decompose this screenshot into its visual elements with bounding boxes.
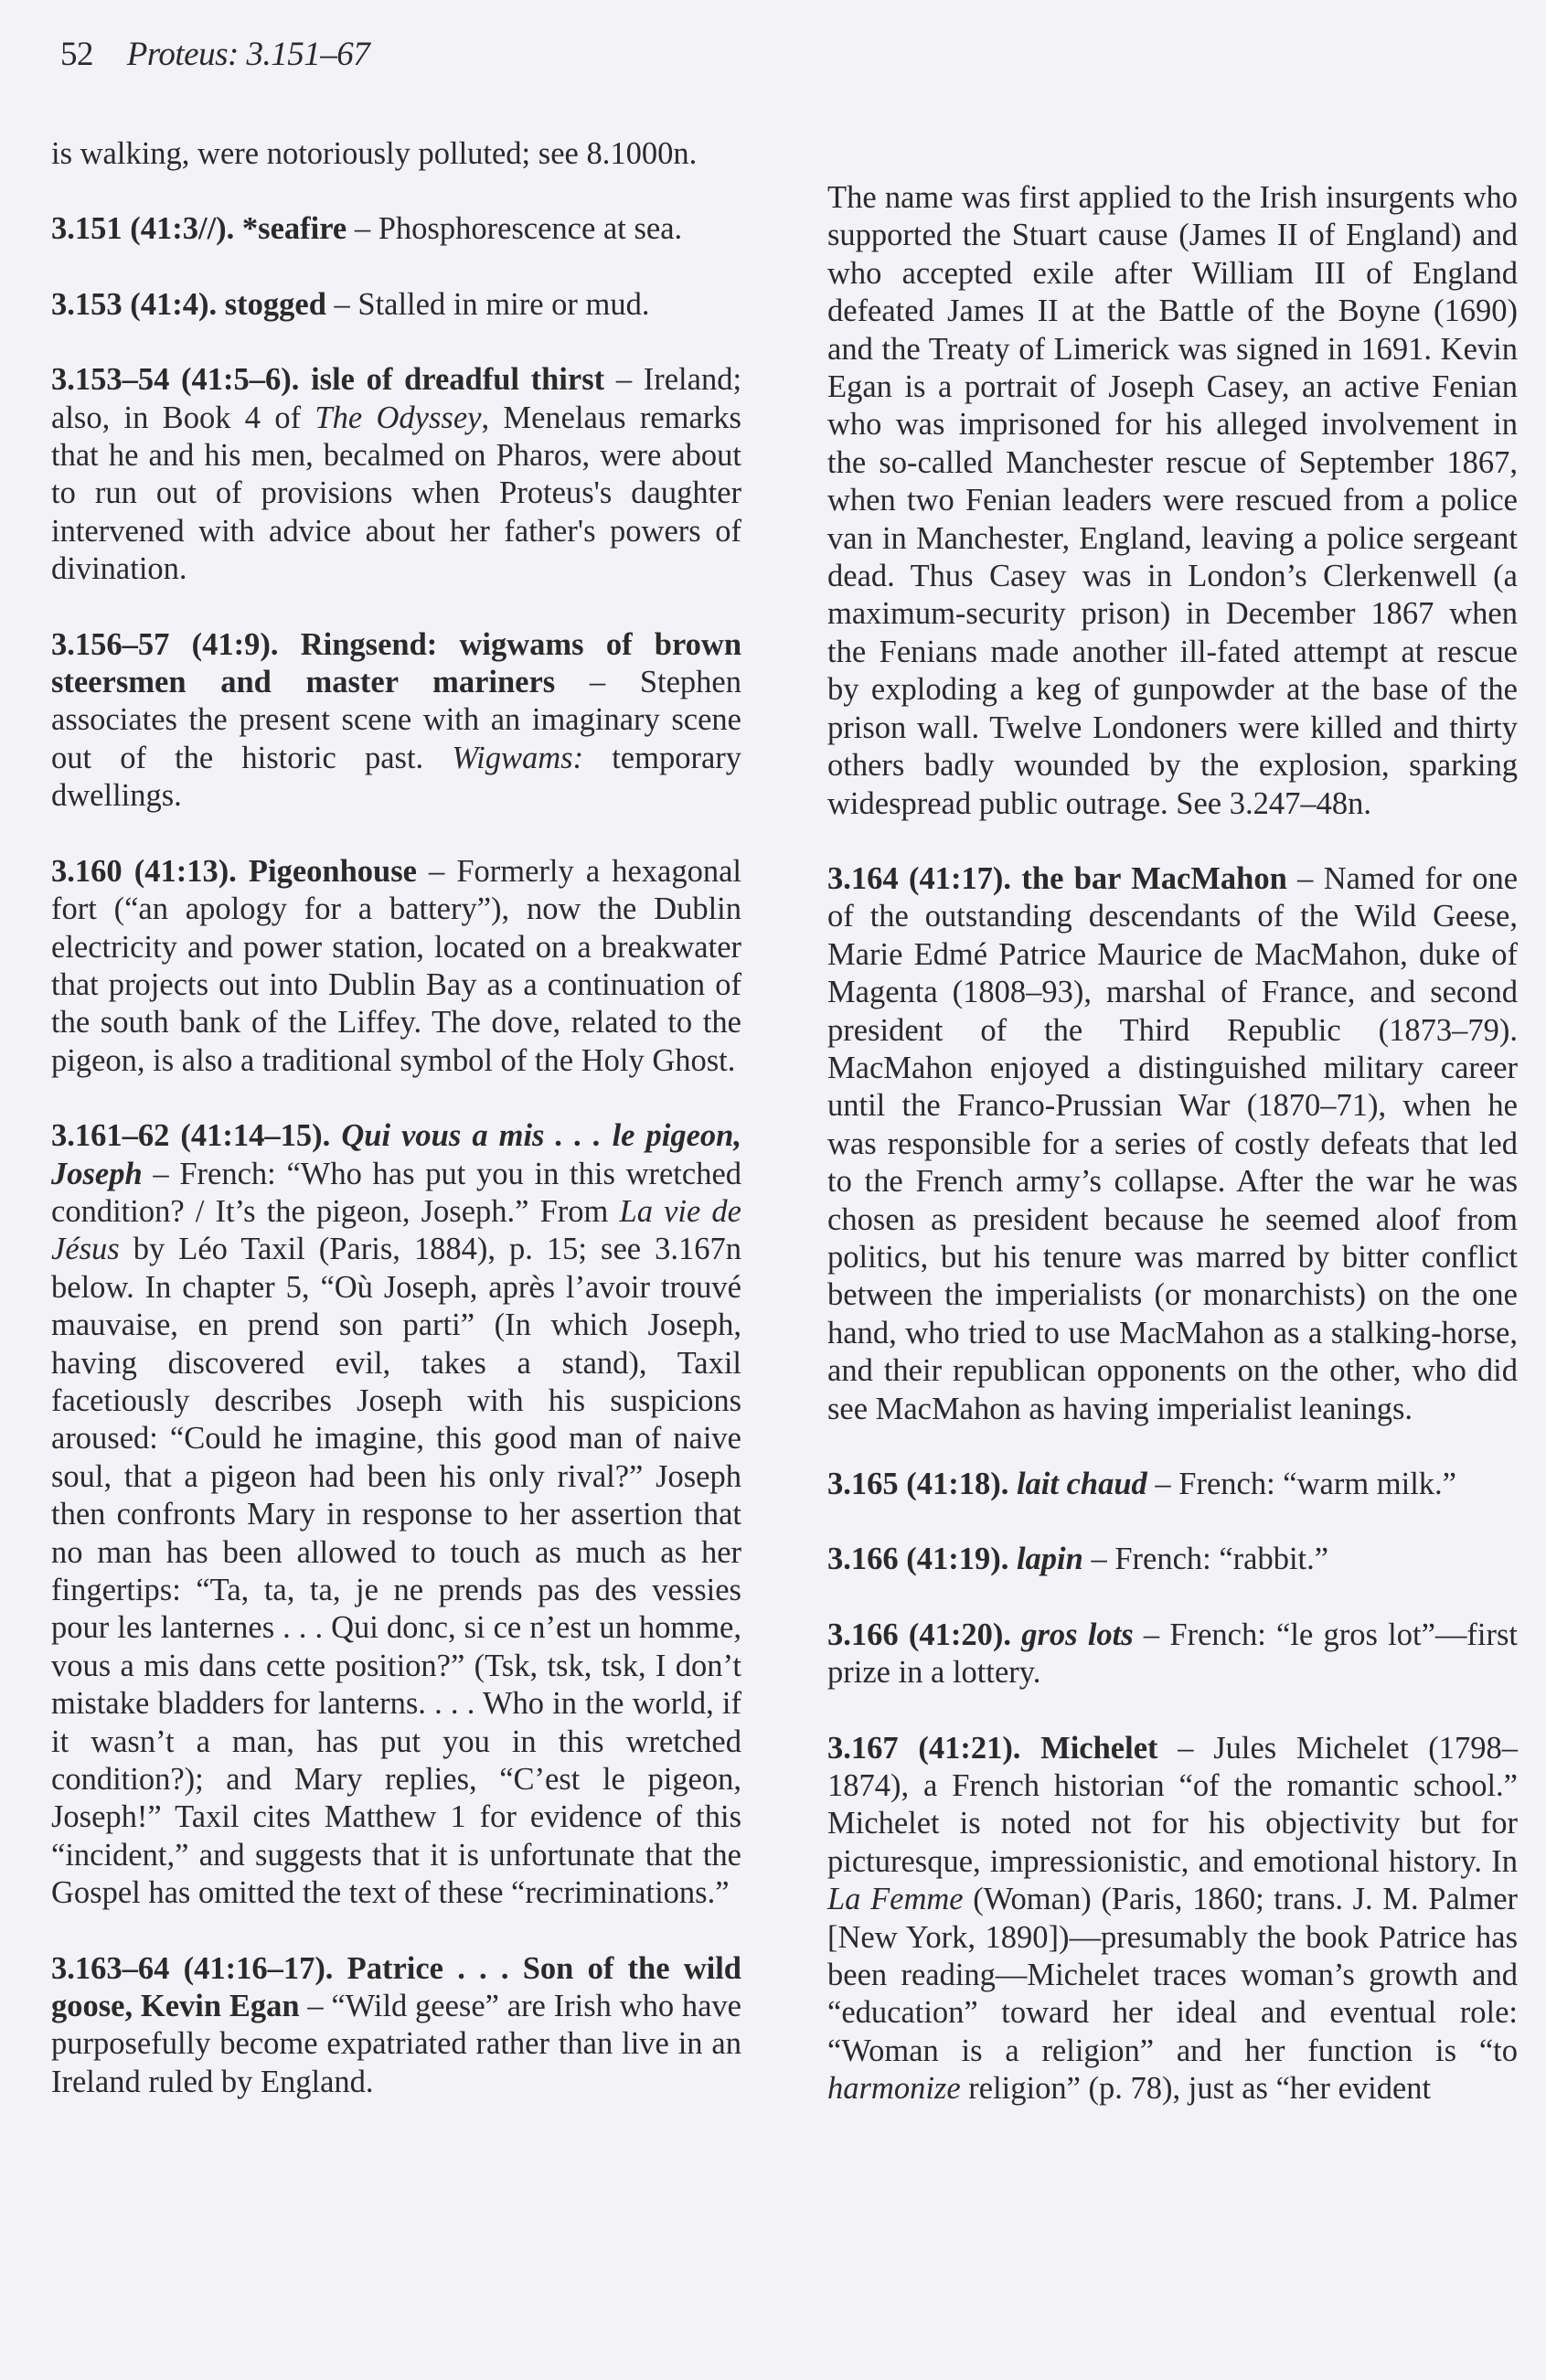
- entry-headword: isle of dreadful thirst: [311, 362, 605, 398]
- entry-reference: 3.166 (41:19).: [827, 1542, 1009, 1577]
- entry-body-italic: Wigwams:: [452, 740, 584, 775]
- entry-reference: 3.167 (41:21).: [827, 1730, 1021, 1766]
- entry-reference: 3.153 (41:4).: [51, 286, 218, 322]
- entry-body: religion” (p. 78), just as “her evident: [960, 2071, 1432, 2107]
- entry-body: Jules Michelet (1798–1874), a French historian “of the romantic school.” Michelet is noted not for his objectivity but for picturesque, impressionistic, and emotional history. In: [827, 1730, 1518, 1879]
- entry-reference: 3.165 (41:18).: [827, 1467, 1009, 1501]
- entry-body: Stalled in mire or mud.: [357, 286, 650, 322]
- entry-headword: Qui vous a mis . . . le pigeon, Joseph: [51, 1118, 741, 1191]
- entry-body: Named for one of the outstanding descendants of the Wild Geese, Marie Edmé Patrice Maurice de MacMahon, duke of Magenta (1808–93), marshal of France, and second president of the Third Republic (1873–79). MacMahon enjoyed a distinguished military career until the Franco-Prussian War (1870–71), when he was responsible for a series of costly defeats that led to the French army’s collapse. After the war he was chosen as president because he seemed aloof from politics, but his tenure was marred by bitter conflict between the imperialists (or monarchists) on the one hand, who tried to use MacMahon as a stalking-horse, and their republican opponents on the other, who did see MacMahon as having imperialist leanings.: [827, 860, 1519, 1426]
- entry-body: Ireland; also, in Book 4 of: [51, 362, 742, 435]
- entry-body: French: “rabbit.”: [1114, 1542, 1329, 1577]
- entry-reference: 3.164 (41:17).: [827, 860, 1012, 896]
- entry-headword: stogged: [224, 286, 326, 322]
- annotation-entry: 3.160 (41:13). Pigeonhouse – Formerly a hexagonal fort (“an apology for a battery”), now the Dublin electricity and power station, located on a breakwater that projects out into Dublin Bay as a continuation of the south bank of the Liffey. The dove, related to the pigeon, is also a traditional symbol of the Holy Ghost.: [51, 853, 742, 1078]
- annotation-entry: 3.164 (41:17). the bar MacMahon – Named for one of the outstanding descendants of the Wild Geese, Marie Edmé Patrice Maurice de MacMahon, duke of Magenta (1808–93), marshal of France, and second president of the Third Republic (1873–79). MacMahon enjoyed a distinguished military career until the Franco-Prussian War (1870–71), when he was responsible for a series of costly defeats that led to the French army’s collapse. After the war he was chosen as president because he seemed aloof from politics, but his tenure was marred by bitter conflict between the imperialists (or monarchists) on the one hand, who tried to use MacMahon as a stalking-horse, and their republican opponents on the other, who did see MacMahon as having imperialist leanings.: [827, 860, 1519, 1426]
- entry-reference: 3.160 (41:13).: [51, 853, 237, 889]
- entry-body: Stephen associates the present scene with an imaginary scene out of the historic past.: [51, 665, 741, 775]
- continuation-text: The name was first applied to the Irish insurgents who supported the Stuart cause (James II of England) and who accepted exile after William III of England defeated James II at the Battle of the Boyne (1690) and the Treaty of Limerick was signed in 1691. Kevin Egan is a portrait of Joseph Casey, an active Fenian who was imprisoned for his alleged involvement in the so-called Manchester rescue of September 1867, when two Fenian leaders were rescued from a police van in Manchester, England, leaving a police sergeant dead. Thus Casey was in London’s Clerkenwell (a maximum-security prison) in December 1867 when the Fenians made another ill-fated attempt at rescue by exploding a keg of gunpowder at the base of the prison wall. Twelve Londoners were killed and thirty others badly wounded by the explosion, sparking widespread public outrage. See 3.247–48n.: [827, 180, 1518, 821]
- entry-body: (Woman) (Paris, 1860; trans. J. M. Palmer [New York, 1890])—presumably the book Patrice has been reading—Michelet traces woman’s growth and “education” toward her ideal and eventual role: “Woman is a religion” and her function is “to: [827, 1882, 1518, 2068]
- entry-body-italic: The Odyssey: [315, 400, 482, 435]
- page-number: 52: [60, 36, 93, 73]
- annotation-entry: 3.153–54 (41:5–6). isle of dreadful thirst – Ireland; also, in Book 4 of The Odyssey, Menelaus remarks that he and his men, becalmed on Pharos, were about to run out of provisions when Proteus's daughter intervened with advice about her father's powers of divination.: [51, 362, 742, 587]
- entry-body: , Menelaus remarks that he and his men, becalmed on Pharos, were about to run out of provisions when Proteus's daughter intervened with advice about her father's powers of divination.: [51, 400, 741, 587]
- entry-headword: Patrice . . . Son of the wild goose, Kevin Egan: [51, 1950, 741, 2024]
- annotation-entry: 3.163–64 (41:16–17). Patrice . . . Son of the wild goose, Kevin Egan – “Wild geese” are Irish who have purposefully become expatriated rather than live in an Ireland ruled by England.: [51, 1950, 741, 2099]
- entry-body-italic: harmonize: [827, 2071, 961, 2107]
- entry-reference: 3.156–57 (41:9).: [51, 626, 279, 662]
- entry-body-italic: La Femme: [827, 1882, 964, 1917]
- entry-body-italic: La vie de Jésus: [51, 1193, 741, 1267]
- entry-body: French: “le gros lot”—first prize in a lottery.: [827, 1617, 1518, 1691]
- entry-reference: 3.163–64 (41:16–17).: [51, 1950, 334, 1986]
- entry-headword: Michelet: [1040, 1730, 1158, 1766]
- running-head: [60, 35, 369, 74]
- annotation-entry: 3.161–62 (41:14–15). Qui vous a mis . . . le pigeon, Joseph – French: “Who has put you in this wretched condition? / It’s the pigeon, Joseph.” From La vie de Jésus by Léo Taxil (Paris, 1884), p. 15; see 3.167n below. In chapter 5, “Où Joseph, après l’avoir trouvé mauvaise, en prend son parti” (In which Joseph, having discovered evil, takes a stand), Taxil facetiously describes Joseph with his suspicions aroused: “Could he imagine, this good man of naive soul, that a pigeon had been his only rival?” Joseph then confronts Mary in response to her assertion that no man has been allowed to touch as much as her fingertips: “Ta, ta, ta, je ne prends pas des vessies pour les lanternes . . . Qui donc, si ce n’est un homme, vous a mis dans cette position?” (Tsk, tsk, tsk, I don’t mistake bladders for lanterns. . . . Who in the world, if it wasn’t a man, has put you in this wretched condition?); and Mary replies, “C’est le pigeon, Joseph!” Taxil cites Matthew 1 for evidence of this “incident,” and suggests that it is unfortunate that the Gospel has omitted the text of these “recriminations.”: [51, 1118, 742, 1911]
- running-title: Proteus: 3.151–67: [126, 36, 370, 73]
- annotation-entry: 3.165 (41:18). lait chaud – French: “warm milk.”: [827, 1467, 1456, 1501]
- entry-body: by Léo Taxil (Paris, 1884), p. 15; see 3.167n below. In chapter 5, “Où Joseph, après l’avoir trouvé mauvaise, en prend son parti” (In which Joseph, having discovered evil, takes a stand), Taxil facetiously describes Joseph with his suspicions aroused: “Could he imagine, this good man of naive soul, that a pigeon had been his only rival?” Joseph then confronts Mary in response to her assertion that no man has been allowed to touch as much as her fingertips: “Ta, ta, ta, je ne prends pas des vessies pour les lanternes . . . Qui donc, si ce n’est un homme, vous a mis dans cette position?” (Tsk, tsk, tsk, I don’t mistake bladders for lanterns. . . . Who in the world, if it wasn’t a man, has put you in this wretched condition?); and Mary replies, “C’est le pigeon, Joseph!” Taxil cites Matthew 1 for evidence of this “incident,” and suggests that it is unfortunate that the Gospel has omitted the text of these “recriminations.”: [51, 1232, 741, 1911]
- entry-headword: lait chaud: [1016, 1467, 1147, 1501]
- entry-headword: Pigeonhouse: [248, 853, 417, 889]
- annotation-entry: 3.167 (41:21). Michelet – Jules Michelet (1798–1874), a French historian “of the romantic school.” Michelet is noted not for his objectivity but for picturesque, impressionistic, and emotional history. In La Femme (Woman) (Paris, 1860; trans. J. M. Palmer [New York, 1890])—presumably the book Patrice has been reading—Michelet traces woman’s growth and “education” toward her ideal and eventual role: “Woman is a religion” and her function is “to harmonize religion” (p. 78), just as “her evident: [827, 1730, 1518, 2107]
- entry-reference: 3.166 (41:20).: [827, 1617, 1011, 1652]
- entry-reference: 3.151 (41:3//).: [51, 211, 235, 247]
- annotation-entry: 3.166 (41:19). lapin – French: “rabbit.”: [827, 1542, 1329, 1577]
- entry-headword: the bar MacMahon: [1021, 860, 1287, 896]
- left-column: [51, 135, 741, 2139]
- entry-body: French: “warm milk.”: [1178, 1467, 1456, 1501]
- entry-headword: Ringsend: wigwams of brown steersmen and master mariners: [51, 626, 742, 700]
- entry-body: “Wild geese” are Irish who have purposefully become expatriated rather than live in an Ireland ruled by England.: [51, 1989, 741, 2099]
- annotation-entry: 3.156–57 (41:9). Ringsend: wigwams of brown steersmen and master mariners – Stephen associates the present scene with an imaginary scene out of the historic past. Wigwams: temporary dwellings.: [51, 626, 742, 814]
- annotation-entry: 3.166 (41:20). gros lots – French: “le gros lot”—first prize in a lottery.: [827, 1617, 1518, 1691]
- continuation-text: is walking, were notoriously polluted; see 8.1000n.: [51, 136, 698, 171]
- entry-body: temporary dwellings.: [51, 740, 741, 814]
- entry-reference: 3.153–54 (41:5–6).: [51, 362, 300, 398]
- entry-headword: lapin: [1016, 1542, 1083, 1577]
- annotation-entry: 3.153 (41:4). stogged – Stalled in mire or mud.: [51, 286, 650, 322]
- entry-body: French: “Who has put you in this wretched condition? / It’s the pigeon, Joseph.” From: [51, 1156, 742, 1229]
- right-column: [827, 179, 1518, 2146]
- entry-headword: *seafire: [241, 211, 347, 247]
- entry-reference: 3.161–62 (41:14–15).: [51, 1118, 331, 1154]
- entry-body: Formerly a hexagonal fort (“an apology for a battery”), now the Dublin electricity and power station, located on a breakwater that projects out into Dublin Bay as a continuation of the south bank of the Liffey. The dove, related to the pigeon, is also a traditional symbol of the Holy Ghost.: [51, 853, 742, 1078]
- entry-body: Phosphorescence at sea.: [378, 211, 683, 247]
- annotation-entry: 3.151 (41:3//). *seafire – Phosphorescence at sea.: [51, 211, 683, 247]
- entry-headword: gros lots: [1021, 1617, 1134, 1652]
